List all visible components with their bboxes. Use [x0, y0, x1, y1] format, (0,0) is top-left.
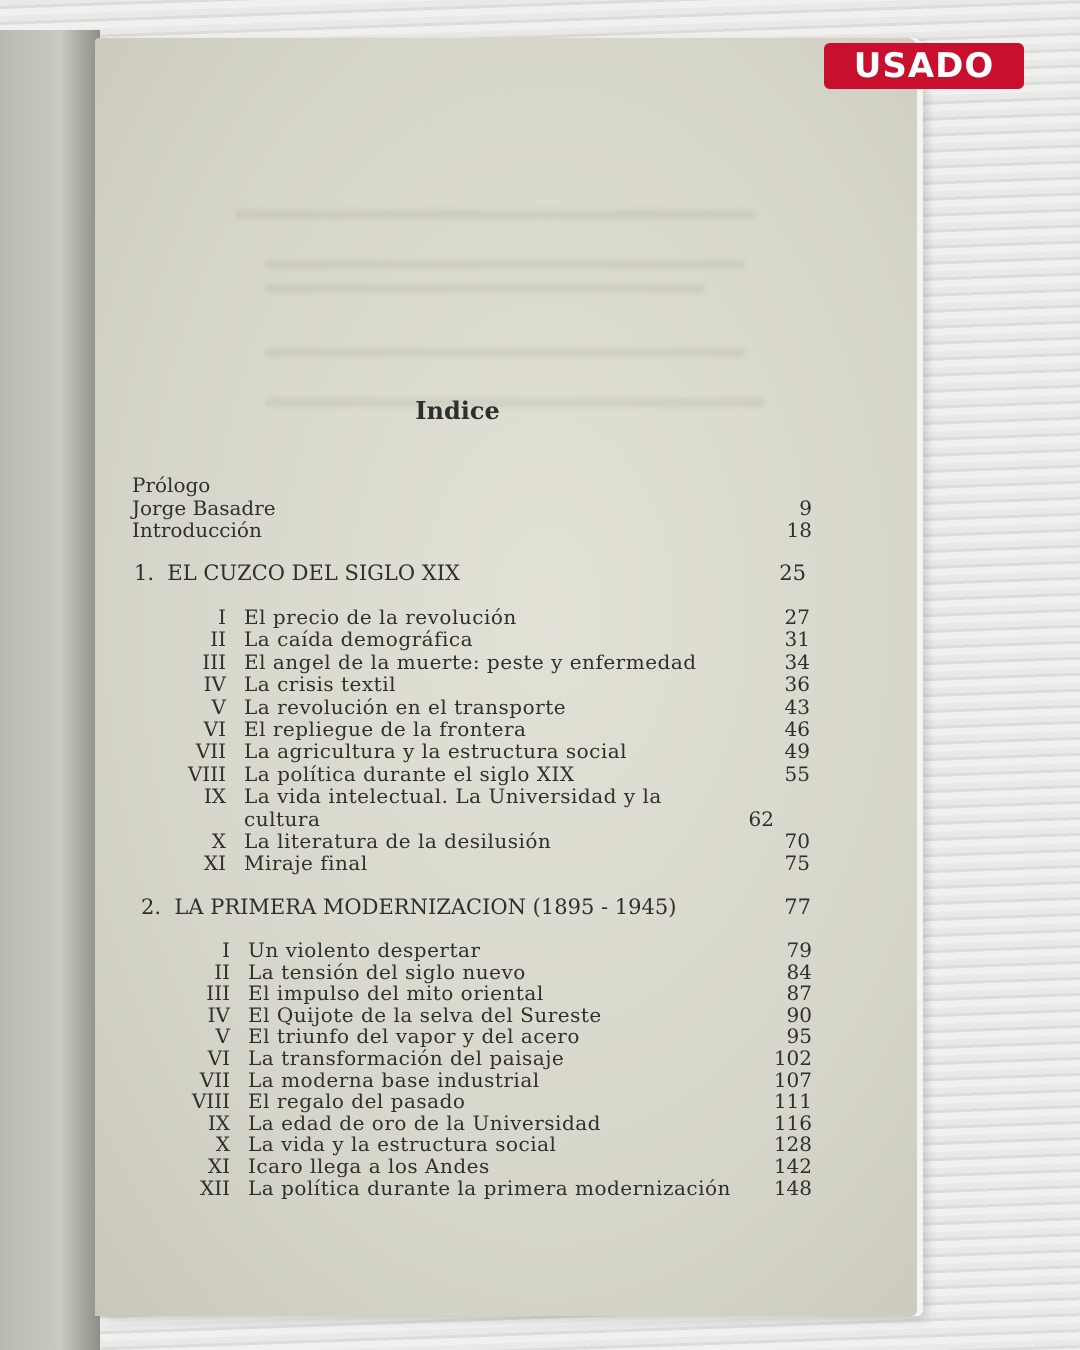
section-title: El angel de la muerte: peste y enfermedad: [244, 649, 697, 674]
bleed-through-text: [265, 348, 745, 357]
toc-entry: [168, 1110, 812, 1135]
toc-entry: [168, 1153, 812, 1178]
toc-entry: [164, 628, 810, 650]
chapter-heading: [134, 561, 806, 585]
section-title: El precio de la revolución: [244, 605, 517, 629]
section-numeral: VII: [195, 739, 226, 764]
entry-page: 9: [799, 495, 812, 520]
section-title: La transformación del paisaje: [248, 1045, 565, 1070]
section-title: La política durante la primera modernización: [248, 1175, 731, 1200]
toc-entry: [168, 983, 812, 1005]
toc-entry: [164, 763, 810, 785]
bleed-through-text: [235, 210, 755, 219]
chapter-heading: [141, 895, 811, 919]
bleed-through-text: [265, 260, 745, 269]
entry-page: 18: [786, 518, 812, 542]
section-numeral: II: [210, 627, 226, 652]
chapter-page: 25: [779, 561, 806, 585]
section-page: 87: [786, 981, 812, 1006]
toc-entry: [132, 497, 812, 520]
section-page: 27: [784, 605, 810, 629]
toc-entry: [168, 940, 812, 962]
section-title: El regalo del pasado: [248, 1089, 466, 1114]
toc-entry: [164, 830, 810, 852]
chapter-page: 77: [784, 895, 811, 919]
section-title: La tensión del siglo nuevo: [248, 959, 526, 984]
toc-entry: [168, 1134, 812, 1156]
section-page: 70: [784, 829, 810, 854]
toc-entry: [164, 718, 810, 740]
chapter-title: EL CUZCO DEL SIGLO XIX: [167, 561, 460, 585]
section-numeral: II: [214, 959, 230, 984]
section-page: 79: [786, 938, 812, 962]
section-page: 128: [773, 1132, 812, 1157]
section-page: 142: [773, 1153, 812, 1178]
facing-page-edge: [0, 30, 100, 1350]
entry-title: Jorge Basadre: [132, 495, 276, 520]
section-numeral: V: [215, 1024, 230, 1049]
entry-title: Prólogo: [132, 473, 211, 497]
chapter-2-sections: [168, 940, 812, 1199]
chapter-number: 2.: [141, 895, 162, 919]
section-numeral: VI: [203, 717, 226, 742]
section-page: 111: [773, 1089, 812, 1114]
section-page: 84: [786, 959, 812, 984]
toc-entry: [164, 651, 810, 673]
section-title: Icaro llega a los Andes: [248, 1153, 490, 1178]
section-numeral: IX: [207, 1110, 230, 1135]
section-title: La agricultura y la estructura social: [244, 739, 628, 764]
section-title: La revolución en el transporte: [244, 694, 567, 719]
section-page: 102: [773, 1045, 812, 1070]
section-title: La edad de oro de la Universidad: [248, 1110, 601, 1135]
section-page: 34: [784, 649, 810, 674]
section-numeral: III: [206, 981, 230, 1006]
section-page: 95: [786, 1024, 812, 1049]
section-numeral: VIII: [187, 761, 226, 786]
toc-entry: [164, 852, 810, 874]
section-page: 43: [784, 694, 810, 719]
toc-entry: [168, 1002, 812, 1027]
section-title: La caída demográfica: [244, 627, 474, 652]
section-title: La vida intelectual. La Universidad y la cultura: [244, 784, 662, 831]
toc-entry: [164, 673, 810, 695]
section-title: El Quijote de la selva del Sureste: [248, 1002, 602, 1027]
section-title: La vida y la estructura social: [248, 1132, 557, 1157]
chapter-number: 1.: [134, 561, 155, 585]
section-title: El triunfo del vapor y del acero: [248, 1024, 580, 1049]
section-numeral: X: [211, 829, 226, 854]
toc-entry: [164, 785, 810, 830]
page-title: Indice: [415, 396, 500, 425]
section-numeral: V: [211, 694, 226, 719]
section-numeral: VIII: [191, 1089, 230, 1114]
section-numeral: VI: [207, 1045, 230, 1070]
chapter-title: LA PRIMERA MODERNIZACION (1895 - 1945): [174, 895, 677, 919]
section-title: El repliegue de la frontera: [244, 717, 527, 742]
bleed-through-text: [265, 284, 705, 293]
toc-entry: [164, 740, 810, 762]
toc-entry: [132, 474, 812, 497]
section-page: 31: [784, 627, 810, 652]
toc-entry: [164, 696, 810, 718]
section-numeral: XII: [199, 1175, 230, 1200]
chapter-1-sections: [164, 606, 810, 875]
section-title: La crisis textil: [244, 672, 396, 697]
toc-entry: [132, 519, 812, 542]
used-badge: USADO: [824, 43, 1024, 89]
section-title: La moderna base industrial: [248, 1067, 540, 1092]
section-page: 46: [784, 717, 810, 742]
section-numeral: XI: [203, 851, 226, 876]
section-page: 62: [748, 806, 774, 831]
section-numeral: XI: [207, 1153, 230, 1178]
section-title: Un violento despertar: [248, 938, 481, 962]
toc-entry: [168, 1175, 812, 1200]
section-numeral: I: [222, 938, 230, 962]
section-title: Miraje final: [244, 851, 368, 876]
toc-entry: [168, 1045, 812, 1070]
section-page: 116: [773, 1110, 812, 1135]
section-numeral: X: [215, 1132, 230, 1157]
section-page: 90: [786, 1002, 812, 1027]
section-page: 148: [773, 1175, 812, 1200]
section-page: 107: [773, 1067, 812, 1092]
section-numeral: IV: [207, 1002, 230, 1027]
toc-entry: [164, 606, 810, 628]
section-title: La política durante el siglo XIX: [244, 761, 575, 786]
section-numeral: IV: [203, 672, 226, 697]
toc-entry: [168, 1026, 812, 1048]
section-title: La literatura de la desilusión: [244, 829, 552, 854]
front-matter: [132, 474, 812, 542]
section-page: 36: [784, 672, 810, 697]
section-page: 55: [784, 761, 810, 786]
section-numeral: IX: [203, 784, 226, 809]
section-title: El impulso del mito oriental: [248, 981, 544, 1006]
section-numeral: III: [202, 649, 226, 674]
section-page: 75: [784, 851, 810, 876]
toc-entry: [168, 1091, 812, 1113]
section-numeral: VII: [199, 1067, 230, 1092]
toc-entry: [168, 959, 812, 984]
section-numeral: I: [218, 605, 226, 629]
entry-title: Introducción: [132, 518, 262, 542]
section-page: 49: [784, 739, 810, 764]
toc-entry: [168, 1067, 812, 1092]
